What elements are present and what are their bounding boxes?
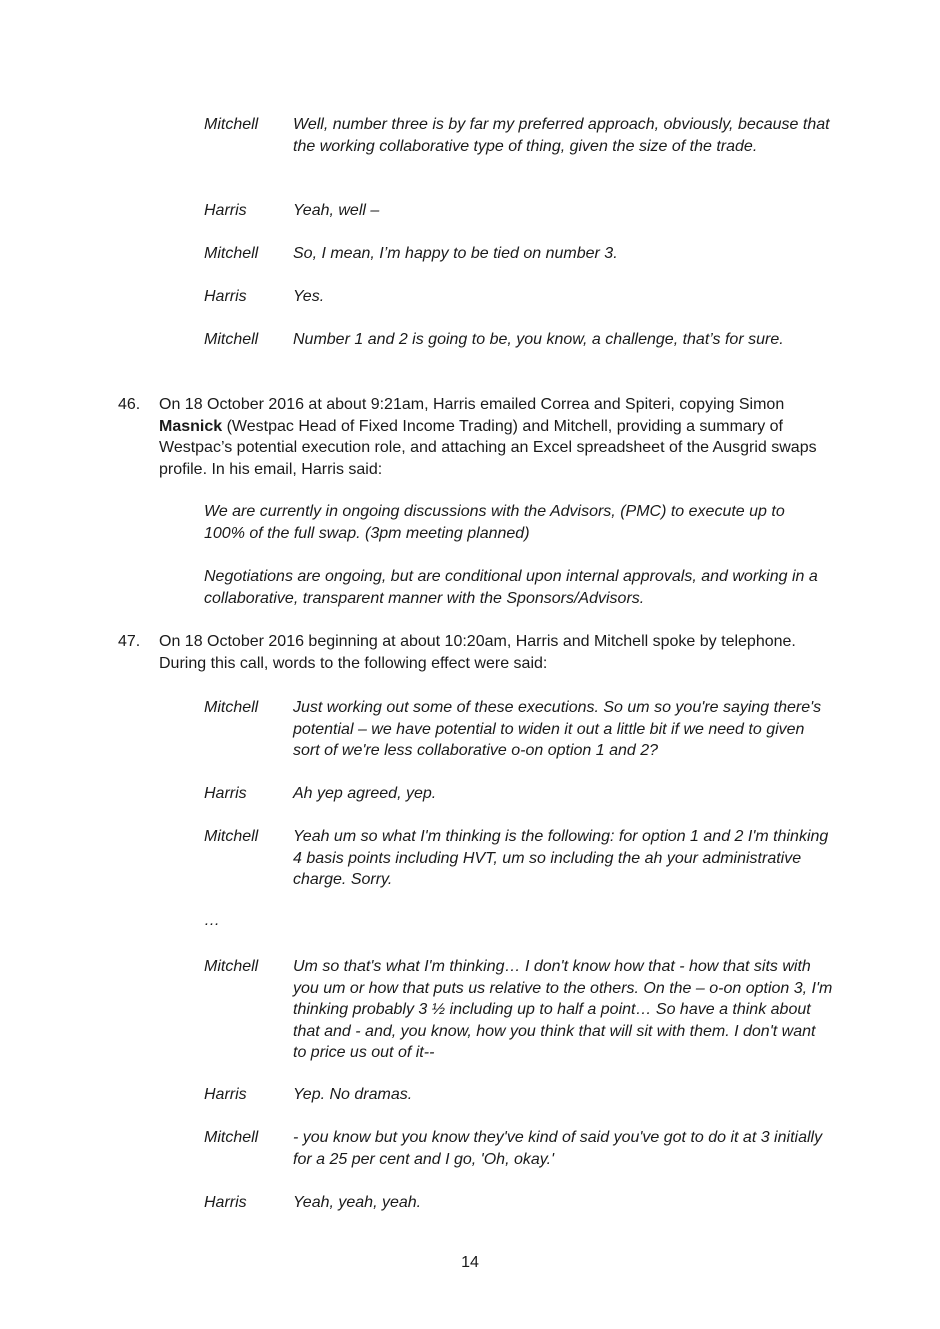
dialogue-turn xyxy=(204,1192,844,1214)
speaker-name: Mitchell xyxy=(204,245,259,262)
speaker-name: Mitchell xyxy=(204,116,259,133)
ellipsis: … xyxy=(204,912,220,929)
paragraph-number: 47. xyxy=(118,633,141,650)
dialogue-turn xyxy=(204,697,844,762)
dialogue-text: - you know but you know they've kind of said you've got to do it at 3 initially for a 25 per cent and I go, 'Oh, okay.' xyxy=(293,1129,823,1168)
dialogue-turn xyxy=(204,1127,844,1170)
dialogue-turn xyxy=(204,243,844,265)
paragraph-number: 46. xyxy=(118,396,141,413)
dialogue-text: Ah yep agreed, yep. xyxy=(293,785,437,802)
dialogue-turn xyxy=(204,329,844,351)
speaker-name: Mitchell xyxy=(204,331,259,348)
speaker-name: Harris xyxy=(204,785,247,802)
dialogue-turn xyxy=(204,1084,844,1106)
speaker-name: Mitchell xyxy=(204,699,259,716)
dialogue-text: Yeah um so what I'm thinking is the following: for option 1 and 2 I'm thinking 4 basis points including HVT, um so including the ah your administrative charge. Sorry. xyxy=(293,828,829,889)
speaker-name: Harris xyxy=(204,202,247,219)
dialogue-text: Um so that's what I'm thinking… I don't know how that - how that sits with you um or how that puts us relative to the others. On the – o-on option 3, I'm thinking probably 3 ½ including up to half a point… So have a think about that and - and, you know, how you think that will sit with them. I don't want to price us out of it-- xyxy=(293,958,833,1062)
dialogue-text: Number 1 and 2 is going to be, you know, a challenge, that’s for sure. xyxy=(293,331,784,348)
paragraph-text: On 18 October 2016 beginning at about 10:20am, Harris and Mitchell spoke by telephone. During this call, words to the following effect were said: xyxy=(159,633,796,672)
dialogue-turn xyxy=(204,286,844,308)
speaker-name: Harris xyxy=(204,1086,247,1103)
email-quote: Negotiations are ongoing, but are conditional upon internal approvals, and working in a collaborative, transparent manner with the Sponsors/Advisors. xyxy=(204,568,818,607)
speaker-name: Mitchell xyxy=(204,958,259,975)
dialogue-text: So, I mean, I’m happy to be tied on number 3. xyxy=(293,245,618,262)
speaker-name: Mitchell xyxy=(204,828,259,845)
dialogue-turn xyxy=(204,826,844,891)
dialogue-text: Yep. No dramas. xyxy=(293,1086,413,1103)
paragraph-47 xyxy=(118,631,838,674)
dialogue-turn xyxy=(204,200,844,222)
dialogue-text: Just working out some of these executions. So um so you're saying there's potential – we have potential to widen it out a little bit if we need to given sort of we're less collaborative o-on option 1 and 2? xyxy=(293,699,822,760)
page-number: 14 xyxy=(461,1254,479,1271)
dialogue-text: Yeah, yeah, yeah. xyxy=(293,1194,422,1211)
dialogue-turn xyxy=(204,783,844,805)
bold-name: Masnick xyxy=(159,417,223,435)
speaker-name: Harris xyxy=(204,1194,247,1211)
paragraph-text: On 18 October 2016 at about 9:21am, Harris emailed Correa and Spiteri, copying Simon Masnick (Westpac Head of Fixed Income Trading) and Mitchell, providing a summary of Westpac’s potential execution role, and attaching an Excel spreadsheet of the Ausgrid swaps profile. In his email, Harris said: xyxy=(159,396,817,478)
speaker-name: Harris xyxy=(204,288,247,305)
dialogue-text: Yes. xyxy=(293,288,325,305)
speaker-name: Mitchell xyxy=(204,1129,259,1146)
dialogue-text: Yeah, well – xyxy=(293,202,380,219)
paragraph-46 xyxy=(118,394,838,480)
dialogue-text: Well, number three is by far my preferred approach, obviously, because that the working collaborative type of thing, given the size of the trade. xyxy=(293,116,830,155)
dialogue-turn xyxy=(204,114,844,157)
dialogue-turn xyxy=(204,956,844,1064)
email-quote: We are currently in ongoing discussions with the Advisors, (PMC) to execute up to 100% of the full swap. (3pm meeting planned) xyxy=(204,503,785,542)
